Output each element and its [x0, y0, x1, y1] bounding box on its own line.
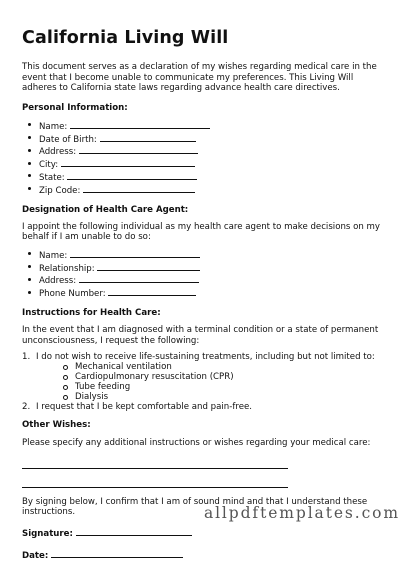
date-label: Date:: [22, 550, 49, 561]
other-wishes-paragraph: Please specify any additional instructions or wishes regarding your medical care:: [22, 438, 371, 449]
date-field[interactable]: [22, 549, 388, 562]
closing-paragraph: By signing below, I confirm that I am of sound mind and that I understand these instructions.: [22, 496, 368, 518]
personal-info-heading: Personal Information:: [22, 102, 128, 113]
other-wishes-line-2[interactable]: [22, 487, 288, 488]
personal-zip-field[interactable]: Zip Code:: [26, 184, 388, 197]
agent-name-field[interactable]: Name:: [26, 249, 388, 262]
agent-relationship-field[interactable]: Relationship:: [26, 262, 388, 275]
other-wishes-heading: Other Wishes:: [22, 420, 91, 431]
other-wishes-line-1[interactable]: [22, 468, 288, 469]
treatment-list: [60, 362, 388, 402]
personal-city-field[interactable]: City:: [26, 158, 388, 171]
treatment-item: Tube feeding: [60, 382, 388, 392]
signature-label: Signature:: [22, 528, 73, 539]
living-will-page: [22, 28, 388, 562]
instructions-list: [22, 352, 388, 412]
instructions-heading: Instructions for Health Care:: [22, 307, 161, 318]
treatment-item: Cardiopulmonary resuscitation (CPR): [60, 372, 388, 382]
personal-name-field[interactable]: Name:: [26, 120, 388, 133]
instructions-paragraph: In the event that I am diagnosed with a terminal condition or a state of permanent unconsciousness, I request the following:: [22, 324, 379, 346]
personal-state-field[interactable]: State:: [26, 171, 388, 184]
agent-fields: [26, 249, 388, 300]
instruction-item: 2. I request that I be kept comfortable and pain-free.: [22, 402, 253, 413]
treatment-item: Dialysis: [60, 392, 388, 402]
document-title: California Living Will: [22, 28, 229, 48]
instruction-item: 1. I do not wish to receive life-sustaining treatments, including but not limited to: Mechanical ventilation Cardiopulmonary resuscitation (CPR) Tube feeding Dialysis: [22, 352, 388, 402]
agent-address-field[interactable]: Address:: [26, 274, 388, 287]
agent-paragraph: I appoint the following individual as my health care agent to make decisions on my behalf if I am unable to do so:: [22, 221, 380, 243]
signature-field[interactable]: [22, 527, 388, 540]
agent-heading: Designation of Health Care Agent:: [22, 204, 189, 215]
personal-address-field[interactable]: Address:: [26, 145, 388, 158]
watermark: allpdftemplates.com: [203, 504, 400, 522]
intro-paragraph: This document serves as a declaration of my wishes regarding medical care in the event that I become unable to communicate my preferences. This Living Will adheres to California state laws regarding advance health care directives.: [22, 62, 377, 94]
personal-info-fields: [26, 120, 388, 197]
personal-dob-field[interactable]: Date of Birth:: [26, 133, 388, 146]
agent-phone-field[interactable]: Phone Number:: [26, 287, 388, 300]
treatment-item: Mechanical ventilation: [60, 362, 388, 372]
